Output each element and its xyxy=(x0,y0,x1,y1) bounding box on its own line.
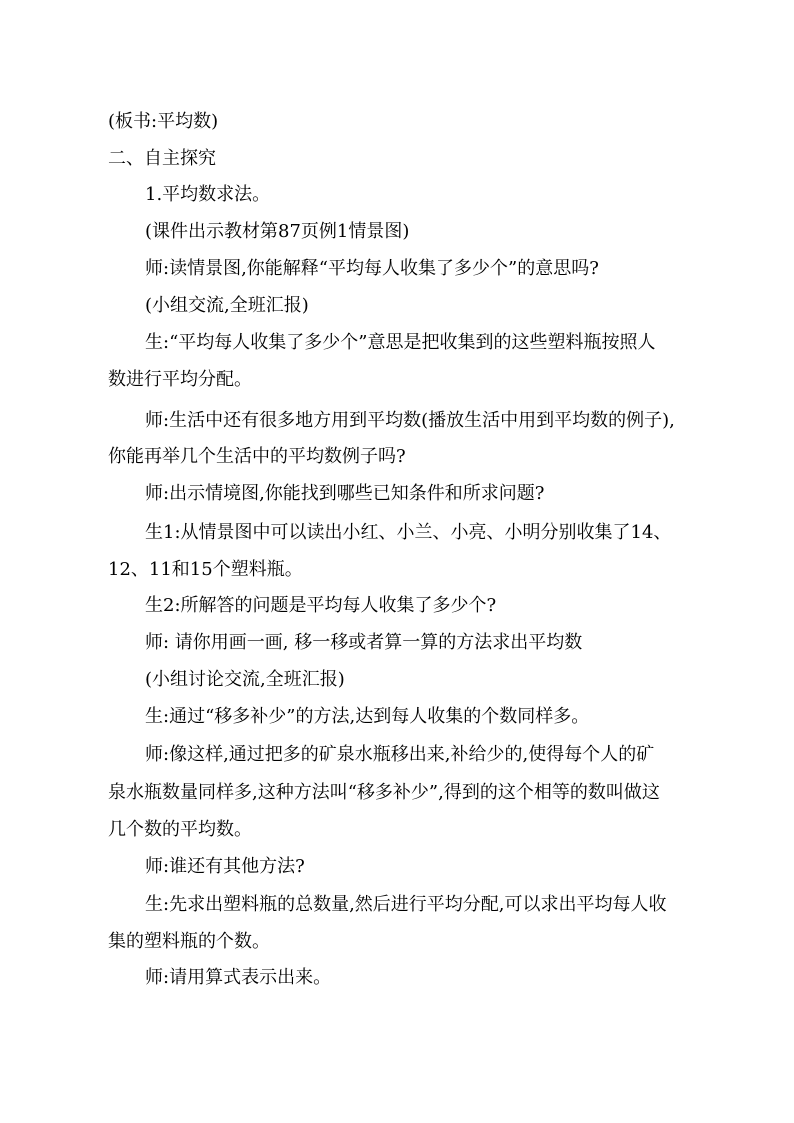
paragraph-line: 师:出示情境图,你能找到哪些已知条件和所求问题? xyxy=(145,483,545,504)
paragraph-line: 集的塑料瓶的个数。 xyxy=(108,931,270,952)
paragraph-line: 数进行平均分配。 xyxy=(108,369,252,390)
paragraph-line: 师:谁还有其他方法? xyxy=(145,856,305,877)
section-heading: 二、自主探究 xyxy=(108,148,216,169)
subsection-heading: 1.平均数求法。 xyxy=(145,184,271,205)
paragraph-line: 师: 请你用画一画, 移一移或者算一算的方法求出平均数 xyxy=(145,632,583,653)
paragraph-line: 师:请用算式表示出来。 xyxy=(145,967,332,988)
paragraph-line: 师:读情景图,你能解释“平均每人收集了多少个”的意思吗? xyxy=(145,258,599,279)
paragraph-line: 12、11和15个塑料瓶。 xyxy=(108,559,303,580)
paragraph-line: (小组讨论交流,全班汇报) xyxy=(145,669,345,690)
paragraph-line: 几个数的平均数。 xyxy=(108,819,252,840)
paragraph-line: 师:像这样,通过把多的矿泉水瓶移出来,补给少的,使得每个人的矿 xyxy=(145,744,655,765)
heading-board-note: (板书:平均数) xyxy=(108,111,219,132)
paragraph-line: 你能再举几个生活中的平均数例子吗? xyxy=(108,446,406,467)
paragraph-line: 生2:所解答的问题是平均每人收集了多少个? xyxy=(145,595,497,616)
paragraph-line: (小组交流,全班汇报) xyxy=(145,295,309,316)
paragraph-line: 师:生活中还有很多地方用到平均数(播放生活中用到平均数的例子), xyxy=(145,410,675,431)
paragraph-line: 生:先求出塑料瓶的总数量,然后进行平均分配,可以求出平均每人收 xyxy=(145,894,667,915)
paragraph-line: (课件出示教材第87页例1情景图) xyxy=(145,221,410,242)
paragraph-line: 泉水瓶数量同样多,这种方法叫“移多补少”,得到的这个相等的数叫做这 xyxy=(108,782,660,803)
paragraph-line: 生:“平均每人收集了多少个”意思是把收集到的这些塑料瓶按照人 xyxy=(145,332,656,353)
paragraph-line: 生1:从情景图中可以读出小红、小兰、小亮、小明分别收集了14、 xyxy=(145,522,672,543)
paragraph-line: 生:通过“移多补少”的方法,达到每人收集的个数同样多。 xyxy=(145,706,590,727)
